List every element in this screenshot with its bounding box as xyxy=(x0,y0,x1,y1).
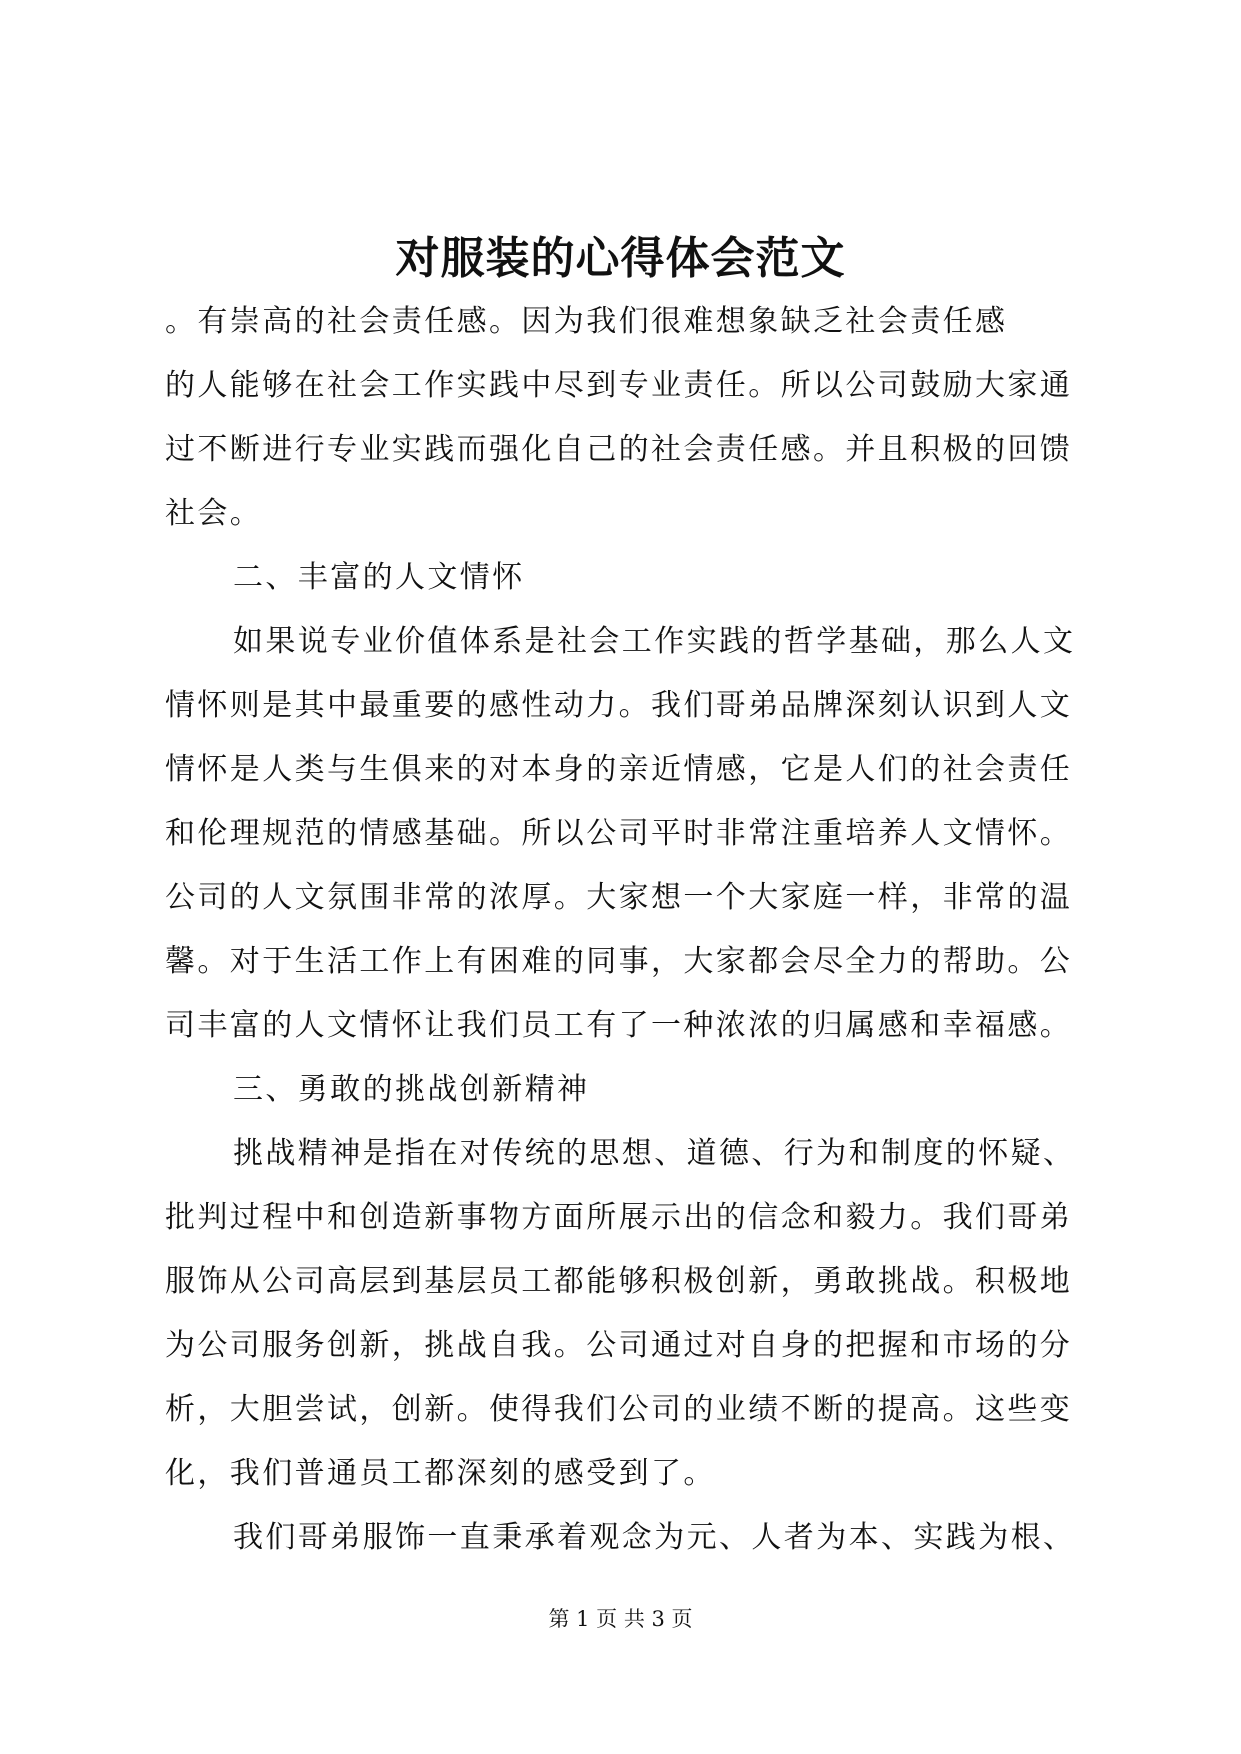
text-line: 。有崇高的社会责任感。因为我们很难想象缺乏社会责任感 xyxy=(165,304,1008,339)
text-line: 馨。对于生活工作上有困难的同事，大家都会尽全力的帮助。公 xyxy=(165,944,1073,979)
text-line: 化，我们普通员工都深刻的感受到了。 xyxy=(165,1456,716,1491)
text-line: 和伦理规范的情感基础。所以公司平时非常注重培养人文情怀。 xyxy=(165,816,1073,851)
document-body xyxy=(165,290,1080,1570)
text-line: 服饰从公司高层到基层员工都能够积极创新，勇敢挑战。积极地 xyxy=(165,1264,1073,1299)
section-heading: 二、丰富的人文情怀 xyxy=(233,560,525,595)
text-line: 公司的人文氛围非常的浓厚。大家想一个大家庭一样，非常的温 xyxy=(165,880,1073,915)
text-line: 情怀则是其中最重要的感性动力。我们哥弟品牌深刻认识到人文 xyxy=(165,688,1073,723)
page-number: 第 1 页 共 3 页 xyxy=(548,1607,693,1631)
text-line: 过不断进行专业实践而强化自己的社会责任感。并且积极的回馈 xyxy=(165,432,1073,467)
document-title: 对服装的心得体会范文 xyxy=(395,233,846,284)
text-line: 情怀是人类与生俱来的对本身的亲近情感，它是人们的社会责任 xyxy=(165,752,1073,787)
text-line: 司丰富的人文情怀让我们员工有了一种浓浓的归属感和幸福感。 xyxy=(165,1008,1073,1043)
text-line: 批判过程中和创造新事物方面所展示出的信念和毅力。我们哥弟 xyxy=(165,1200,1073,1235)
text-line: 析，大胆尝试，创新。使得我们公司的业绩不断的提高。这些变 xyxy=(165,1392,1073,1427)
text-line: 社会。 xyxy=(165,496,263,531)
text-line: 如果说专业价值体系是社会工作实践的哲学基础，那么人文 xyxy=(233,624,1076,659)
text-line: 为公司服务创新，挑战自我。公司通过对自身的把握和市场的分 xyxy=(165,1328,1073,1363)
section-heading: 三、勇敢的挑战创新精神 xyxy=(233,1072,590,1107)
text-line: 我们哥弟服饰一直秉承着观念为元、人者为本、实践为根、 xyxy=(233,1520,1076,1555)
text-line: 挑战精神是指在对传统的思想、道德、行为和制度的怀疑、 xyxy=(233,1136,1076,1171)
text-line: 的人能够在社会工作实践中尽到专业责任。所以公司鼓励大家通 xyxy=(165,368,1073,403)
